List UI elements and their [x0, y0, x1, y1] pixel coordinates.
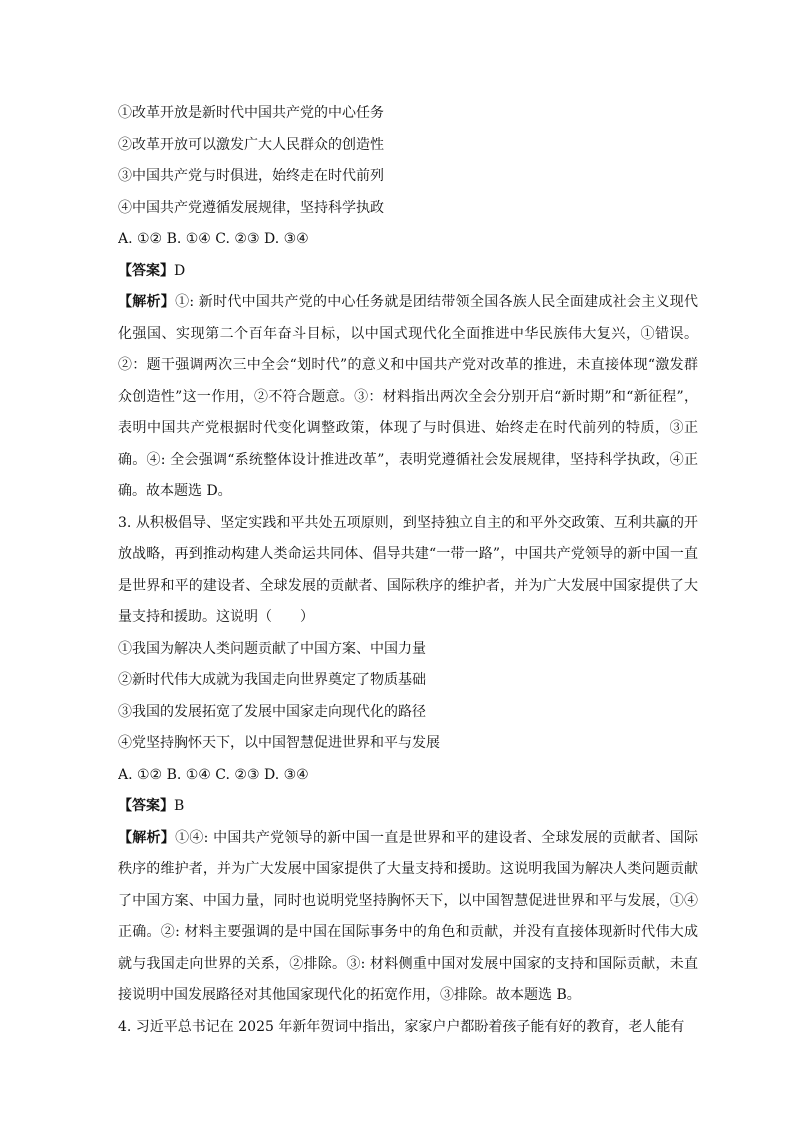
- question-3: [118, 508, 698, 1012]
- option-3: ③我国的发展拓宽了发展中国家走向现代化的路径: [118, 703, 426, 720]
- answer-value: D: [174, 262, 186, 279]
- option-4: ④党坚持胸怀天下，以中国智慧促进世界和平与发展: [118, 735, 440, 751]
- analysis-label: 【解析】: [118, 294, 176, 310]
- option-1: ①我国为解决人类问题贡献了中国方案、中国力量: [118, 640, 426, 657]
- analysis-paragraph: [118, 823, 698, 1012]
- analysis-paragraph: [118, 287, 698, 508]
- document-page: [118, 98, 698, 1043]
- analysis-text: ①: 新时代中国共产党的中心任务就是团结带领全国各族人民全面建成社会主义现代化强国、实现第二个百年奋斗目标，以中国式现代化全面推进中华民族伟大复兴，①错误。②：题干强调两次三中全会“划时代”的意义和中国共产党对改革的推进，未直接体现“激发群众创造性”这一作用，②不符合题意。③：材料指出两次全会分别开启“新时期”和“新征程”，表明中国共产党根据时代变化调整政策，体现了与时俱进、始终走在时代前列的特质，③正确。④: 全会强调“系统整体设计推进改革”，表明党遵循社会发展规律，坚持科学执政，④正确。故本题选 D。: [118, 294, 699, 499]
- analysis-text: ①④: 中国共产党领导的新中国一直是世界和平的建设者、全球发展的贡献者、国际秩序的维护者，并为广大发展中国家提供了大量支持和援助。这说明我国为解决人类问题贡献了中国方案、中国力量，同时也说明党坚持胸怀天下，以中国智慧促进世界和平与发展，①④正确。②: 材料主要强调的是中国在国际事务中的角色和贡献，并没有直接体现新时代伟大成就与我国走向世界的关系，②排除。③: 材料侧重中国对发展中国家的支持和国际贡献，未直接说明中国发展路径对其他国家现代化的拓宽作用，③排除。故本题选 B。: [118, 829, 699, 1003]
- question-stem: 4. 习近平总书记在 2025 年新年贺词中指出，家家户户都盼着孩子能有好的教育，老人能有: [118, 1018, 685, 1035]
- option-4: ④中国共产党遵循发展规律，坚持科学执政: [118, 199, 384, 216]
- option-3: ③中国共产党与时俱进，始终走在时代前列: [118, 168, 384, 184]
- answer-label: 【答案】: [118, 262, 174, 279]
- answer-line: [118, 256, 698, 288]
- question-2-continuation: [118, 98, 698, 508]
- question-stem: 3. 从积极倡导、坚定实践和平共处五项原则，到坚持独立自主的和平外交政策、互利共赢的开放战略，再到推动构建人类命运共同体、倡导共建“一带一路”，中国共产党领导的新中国一直是世界和平的建设者、全球发展的贡献者、国际秩序的维护者，并为广大发展中国家提供了大量支持和援助。这说明（ ）: [118, 514, 698, 625]
- answer-line: [118, 791, 698, 823]
- question-4: [118, 1012, 698, 1044]
- answer-choices: A. ①② B. ①④ C. ②③ D. ③④: [118, 231, 309, 247]
- answer-value: B: [174, 798, 185, 814]
- analysis-label: 【解析】: [118, 829, 176, 846]
- answer-choices: A. ①② B. ①④ C. ②③ D. ③④: [118, 766, 309, 783]
- option-2: ②新时代伟大成就为我国走向世界奠定了物质基础: [118, 672, 426, 688]
- option-1: ①改革开放是新时代中国共产党的中心任务: [118, 105, 384, 121]
- answer-label: 【答案】: [118, 798, 174, 814]
- option-2: ②改革开放可以激发广大人民群众的创造性: [118, 136, 384, 153]
